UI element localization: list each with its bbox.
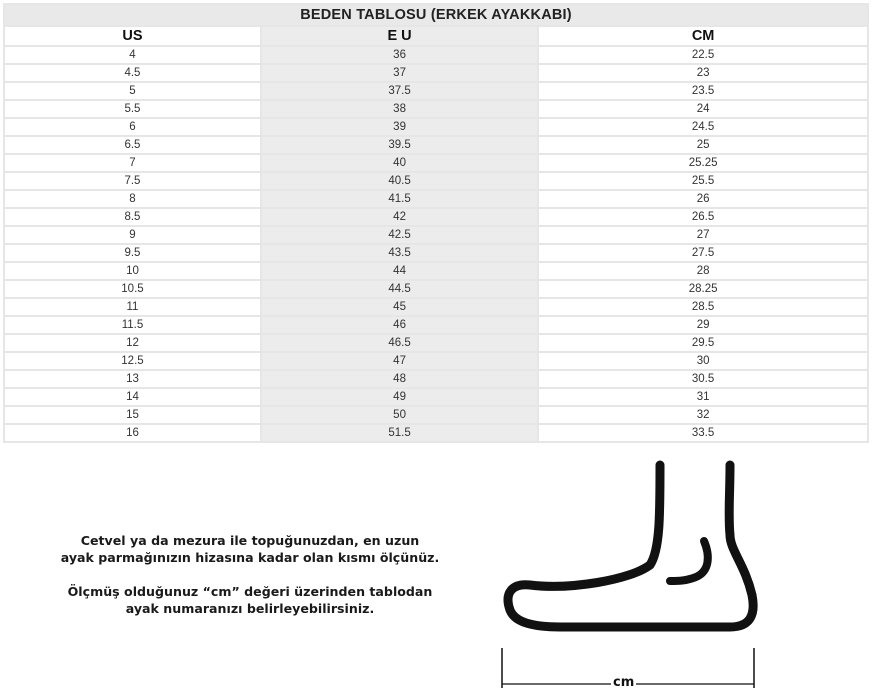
cell-cm: 31: [539, 389, 867, 405]
cell-cm: 32: [539, 407, 867, 423]
cell-us: 11: [5, 299, 260, 315]
table-row: [5, 425, 867, 441]
cell-cm: 24: [539, 101, 867, 117]
table-row: [5, 173, 867, 189]
size-chart-table: [3, 3, 869, 443]
cell-eu: 41.5: [262, 191, 537, 207]
cell-eu: 46: [262, 317, 537, 333]
cell-us: 9: [5, 227, 260, 243]
table-row: [5, 281, 867, 297]
cell-eu: 39: [262, 119, 537, 135]
table-row: [5, 353, 867, 369]
cell-eu: 39.5: [262, 137, 537, 153]
instruction-line: Ölçmüş olduğunuz “cm” değeri üzerinden tablodan: [67, 584, 433, 599]
cell-cm: 25.5: [539, 173, 867, 189]
cell-us: 11.5: [5, 317, 260, 333]
cell-eu: 44: [262, 263, 537, 279]
cell-eu: 40: [262, 155, 537, 171]
cell-us: 5: [5, 83, 260, 99]
cm-label: cm: [613, 675, 635, 690]
table-row: [5, 245, 867, 261]
table-row: [5, 191, 867, 207]
cell-cm: 26.5: [539, 209, 867, 225]
table-row: [5, 65, 867, 81]
cell-eu: 48: [262, 371, 537, 387]
foot-outline: [508, 465, 753, 627]
cell-us: 13: [5, 371, 260, 387]
instruction-line: ayak parmağınızın hizasına kadar olan kısmı ölçünüz.: [60, 550, 440, 565]
cell-us: 14: [5, 389, 260, 405]
table-title: BEDEN TABLOSU (ERKEK AYAKKABI): [5, 5, 867, 25]
table-row: [5, 209, 867, 225]
table-row: [5, 263, 867, 279]
header-cm: CM: [539, 27, 867, 45]
cell-us: 7.5: [5, 173, 260, 189]
cell-us: 8: [5, 191, 260, 207]
cell-cm: 29.5: [539, 335, 867, 351]
cell-us: 12.5: [5, 353, 260, 369]
cell-cm: 25.25: [539, 155, 867, 171]
table-row: [5, 371, 867, 387]
table-row: [5, 335, 867, 351]
cell-cm: 23.5: [539, 83, 867, 99]
table-row: [5, 389, 867, 405]
cell-us: 4: [5, 47, 260, 63]
cell-eu: 37.5: [262, 83, 537, 99]
foot-outline-icon: [490, 455, 765, 690]
cell-us: 4.5: [5, 65, 260, 81]
cell-us: 10: [5, 263, 260, 279]
cell-eu: 37: [262, 65, 537, 81]
cell-cm: 23: [539, 65, 867, 81]
cell-cm: 28: [539, 263, 867, 279]
cell-eu: 45: [262, 299, 537, 315]
header-us: US: [5, 27, 260, 45]
cell-us: 10.5: [5, 281, 260, 297]
cell-cm: 28.25: [539, 281, 867, 297]
cell-cm: 27: [539, 227, 867, 243]
cell-us: 9.5: [5, 245, 260, 261]
cell-us: 5.5: [5, 101, 260, 117]
cell-cm: 27.5: [539, 245, 867, 261]
table-row: [5, 101, 867, 117]
table-row: [5, 317, 867, 333]
cell-eu: 44.5: [262, 281, 537, 297]
table-body: [5, 47, 867, 441]
cell-cm: 30.5: [539, 371, 867, 387]
cell-us: 15: [5, 407, 260, 423]
cell-cm: 24.5: [539, 119, 867, 135]
cell-eu: 50: [262, 407, 537, 423]
cell-eu: 36: [262, 47, 537, 63]
header-eu: E U: [262, 27, 537, 45]
cell-cm: 26: [539, 191, 867, 207]
cell-eu: 38: [262, 101, 537, 117]
table-row: [5, 155, 867, 171]
cell-cm: 29: [539, 317, 867, 333]
cell-eu: 43.5: [262, 245, 537, 261]
cell-cm: 25: [539, 137, 867, 153]
table-row: [5, 83, 867, 99]
table-row: [5, 299, 867, 315]
cell-us: 6: [5, 119, 260, 135]
table-row: [5, 119, 867, 135]
cell-eu: 42: [262, 209, 537, 225]
measurement-instructions: [50, 532, 450, 634]
table-row: [5, 227, 867, 243]
cell-eu: 47: [262, 353, 537, 369]
cell-cm: 28.5: [539, 299, 867, 315]
cell-cm: 22.5: [539, 47, 867, 63]
instruction-line: ayak numaranızı belirleyebilirsiniz.: [125, 601, 375, 616]
cell-eu: 51.5: [262, 425, 537, 441]
heel-curve: [670, 541, 708, 581]
table-row: [5, 137, 867, 153]
cell-eu: 42.5: [262, 227, 537, 243]
cell-cm: 33.5: [539, 425, 867, 441]
cell-us: 8.5: [5, 209, 260, 225]
cell-us: 6.5: [5, 137, 260, 153]
cell-eu: 40.5: [262, 173, 537, 189]
instruction-line: Cetvel ya da mezura ile topuğunuzdan, en uzun: [80, 533, 420, 548]
table-row: [5, 47, 867, 63]
cell-us: 7: [5, 155, 260, 171]
cell-cm: 30: [539, 353, 867, 369]
table-row: [5, 407, 867, 423]
cell-eu: 49: [262, 389, 537, 405]
cell-us: 12: [5, 335, 260, 351]
cell-us: 16: [5, 425, 260, 441]
cell-eu: 46.5: [262, 335, 537, 351]
